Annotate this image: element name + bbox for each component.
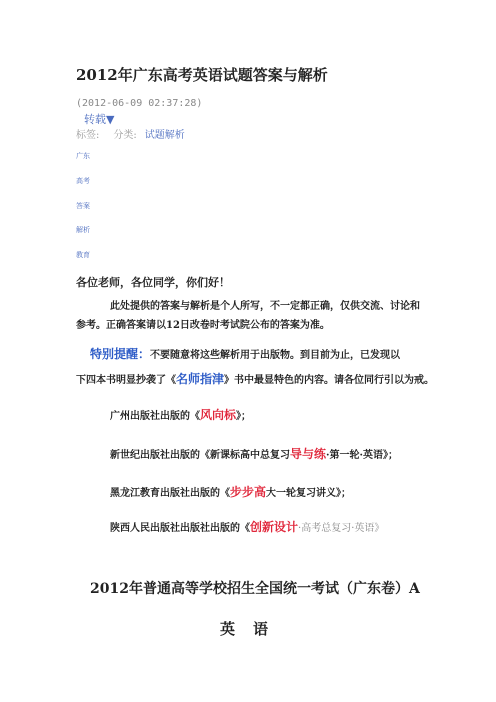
notice-label: 特别提醒： bbox=[90, 347, 151, 361]
book-highlight: 风向标 bbox=[200, 408, 237, 422]
book-post: 》； bbox=[236, 411, 252, 422]
tag-link-analysis[interactable]: 解析 bbox=[76, 226, 90, 234]
tags-label: 标签: bbox=[76, 130, 100, 141]
book-highlight: 导与练 bbox=[290, 447, 327, 461]
category-link[interactable]: 试题解析 bbox=[144, 130, 185, 141]
notice-text-pre: 下四本书明显抄袭了《 bbox=[76, 375, 176, 386]
notice-line-2 bbox=[76, 370, 434, 387]
book-item bbox=[110, 518, 384, 535]
repost-link[interactable]: 转载▼ bbox=[84, 113, 115, 126]
greeting: 各位老师，各位同学，你们好！ bbox=[76, 276, 230, 289]
book-highlight: 创新设计 bbox=[250, 520, 299, 534]
exam-title: 2012年普通高等学校招生全国统一考试（广东卷）A bbox=[90, 581, 420, 597]
tag-link-gaokao[interactable]: 高考 bbox=[76, 177, 90, 185]
book-item bbox=[110, 445, 398, 462]
book-pre: 新世纪出版社出版的《新课标高中总复习 bbox=[110, 450, 290, 461]
book-pre: 广州出版社出版的《 bbox=[110, 411, 200, 422]
intro-line-2: 参考。正确答案请以12日改卷时考试院公布的答案为准。 bbox=[76, 320, 330, 331]
book-highlight: 步步高 bbox=[230, 485, 267, 499]
category-label: 分类: bbox=[113, 130, 137, 141]
meta-line bbox=[76, 126, 185, 141]
book-pre: 陕西人民出版社出版社出版的《 bbox=[110, 523, 250, 534]
notice-text: 不要随意将这些解析用于出版物。到目前为止，已发现以 bbox=[150, 350, 401, 361]
book-post: ·第一轮·英语》； bbox=[326, 450, 398, 461]
subject-title: 英语 bbox=[220, 620, 287, 638]
book-pre: 黑龙江教育出版社出版的《 bbox=[110, 488, 230, 499]
tag-link-answer[interactable]: 答案 bbox=[76, 202, 90, 210]
notice-text-post: 》书中最显特色的内容。请各位同行引以为戒。 bbox=[224, 375, 435, 386]
notice-book-name: 名师指津 bbox=[176, 372, 225, 386]
tag-link-education[interactable]: 教育 bbox=[76, 251, 90, 259]
book-post: ·高考总复习·英语》 bbox=[298, 523, 385, 534]
book-item bbox=[110, 406, 251, 423]
post-date: (2012-06-09 02:37:28) bbox=[76, 98, 203, 109]
book-item bbox=[110, 483, 351, 500]
article-title: 2012年广东高考英语试题答案与解析 bbox=[76, 66, 328, 84]
intro-line-1: 此处提供的答案与解析是个人所写，不一定都正确，仅供交流、讨论和 bbox=[110, 301, 420, 312]
book-post: 大一轮复习讲义》； bbox=[266, 488, 352, 499]
notice-line-1 bbox=[90, 345, 400, 362]
tag-link-guangdong[interactable]: 广东 bbox=[76, 152, 90, 160]
